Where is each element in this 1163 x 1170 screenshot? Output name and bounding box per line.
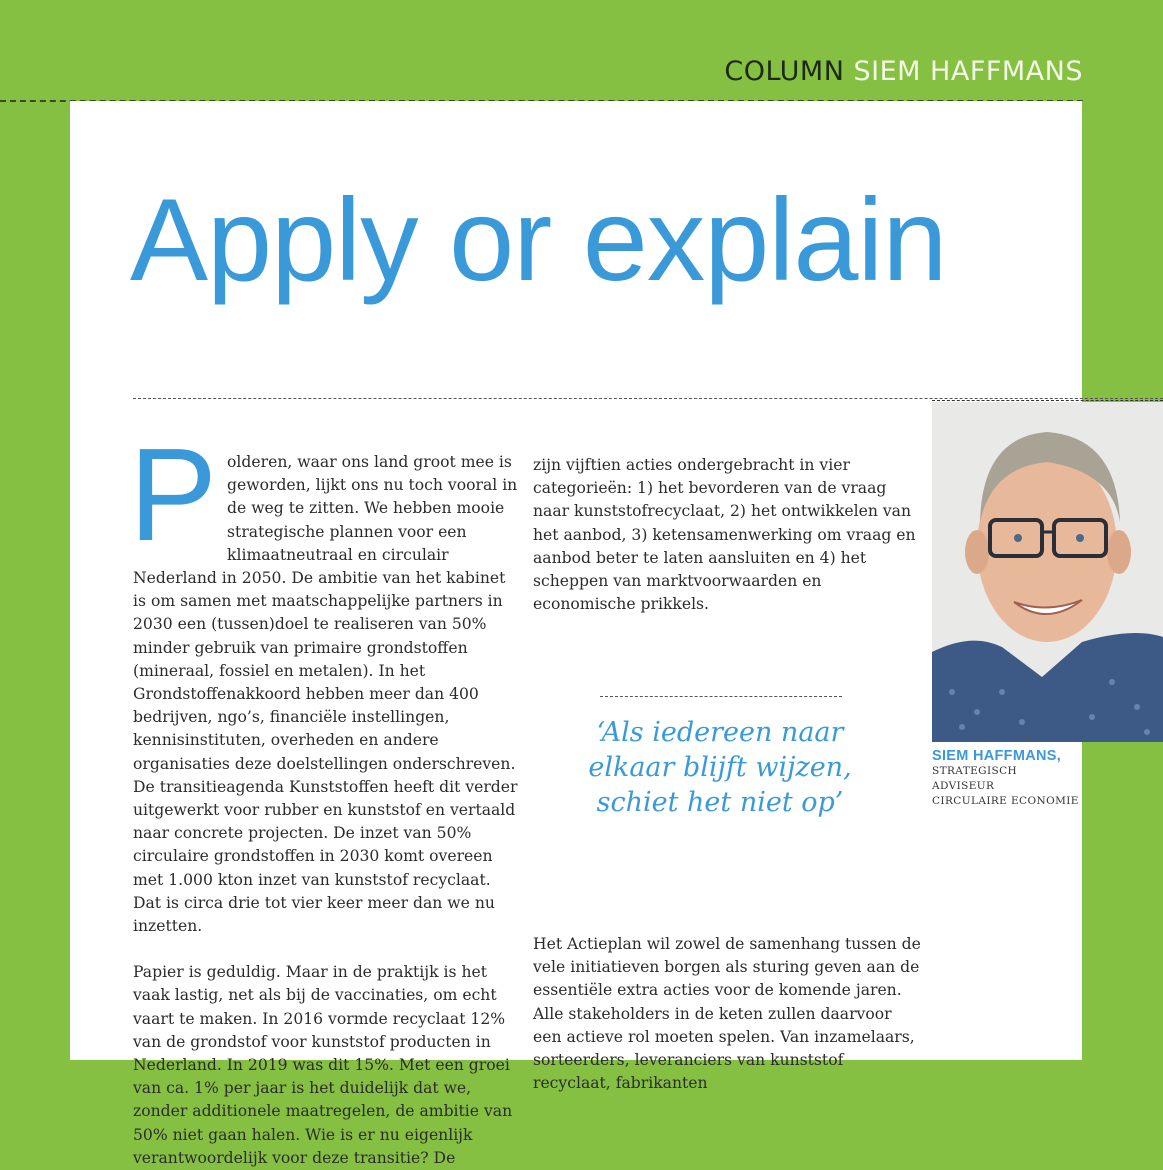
author-role-line-1: STRATEGISCH ADVISEUR	[932, 765, 1018, 792]
paragraph: Papier is geduldig. Maar in de praktijk is het vaak lastig, net als bij de vaccinaties, om echt vaart te maken. In 2016 vormde recyclaat 12% van de grondstof voor kunststof producten in Nederland. In 2019 was dit 15%. Met een groei van ca. 1% per jaar is het duidelijk dat we, zonder additionele maatregelen, de ambitie van 50% niet gaan halen. Wie is er nu eigenlijk verantwoordelijk voor deze transitie? De	[133, 963, 513, 1167]
body-column-1	[129, 421, 518, 1170]
green-margin	[1082, 101, 1163, 401]
paragraph-text: olderen, waar ons land groot mee is geworden, lijkt ons nu toch vooral in de weg te zitten. We hebben mooie strategische plannen voor een klimaatneutraal en circulair Nederland in 2050. De ambitie van het kabinet is om samen met maatschappelijke partners in 2030 een (tussen)doel te realiseren van 50% minder gebruik van primaire grondstoffen (mineraal, fossiel en metalen). In het Grondstoffenakkoord hebben meer dan 400 bedrijven, ngo’s, financiële instellingen, kennisinstituten, overheden en andere organisaties deze doelstellingen onderschreven. De transitieagenda Kunststoffen heeft dit verder uitgewerkt voor rubber en kunststof en vertaald naar concrete projecten. De inzet van 50% circulaire grondstoffen in 2030 komt overeen met 1.000 kton inzet van kunststof recyclaat. Dat is circa drie tot vier keer meer dan we nu inzetten.	[133, 453, 518, 936]
pull-quote: ‘Als iedereen naar elkaar blijft wijzen, schiet het niet op’	[588, 717, 852, 818]
paragraph: zijn vijftien acties ondergebracht in vier categorieën: 1) het bevorderen van de vraag naar kunststofrecyclaat, 2) het ontwikkelen van het aanbod, 3) ketensamenwerking om vraag en aanbod beter te laten aansluiten en 4) het scheppen van marktvoorwaarden en economische prikkels.	[533, 456, 916, 614]
paragraph: Het Actieplan wil zowel de samenhang tussen de vele initiatieven borgen als sturing geven aan de essentiële extra acties voor de komende jaren. Alle stakeholders in de keten zullen daarvoor een actieve rol moeten spelen. Van inzamelaars, sorteerders, leveranciers van kunststof recyclaat, fabrikanten	[533, 935, 921, 1093]
author-photo	[932, 402, 1163, 742]
author-label: SIEM HAFFMANS	[853, 56, 1083, 87]
column-label	[724, 56, 1083, 87]
author-name: SIEM HAFFMANS,	[932, 748, 1062, 764]
body-column-2-top	[533, 454, 923, 616]
paragraph-intro	[129, 421, 518, 938]
drop-cap: P	[129, 421, 218, 568]
section-label: COLUMN	[724, 56, 845, 87]
portrait-illustration	[932, 402, 1163, 742]
quote-divider	[600, 696, 842, 697]
body-column-2-bottom	[533, 933, 923, 1095]
photo-divider	[932, 400, 1163, 401]
author-caption	[932, 748, 1082, 809]
title-divider	[133, 398, 1163, 399]
article-title: Apply or explain	[130, 174, 947, 305]
author-role-line-2: CIRCULAIRE ECONOMIE	[932, 795, 1079, 807]
